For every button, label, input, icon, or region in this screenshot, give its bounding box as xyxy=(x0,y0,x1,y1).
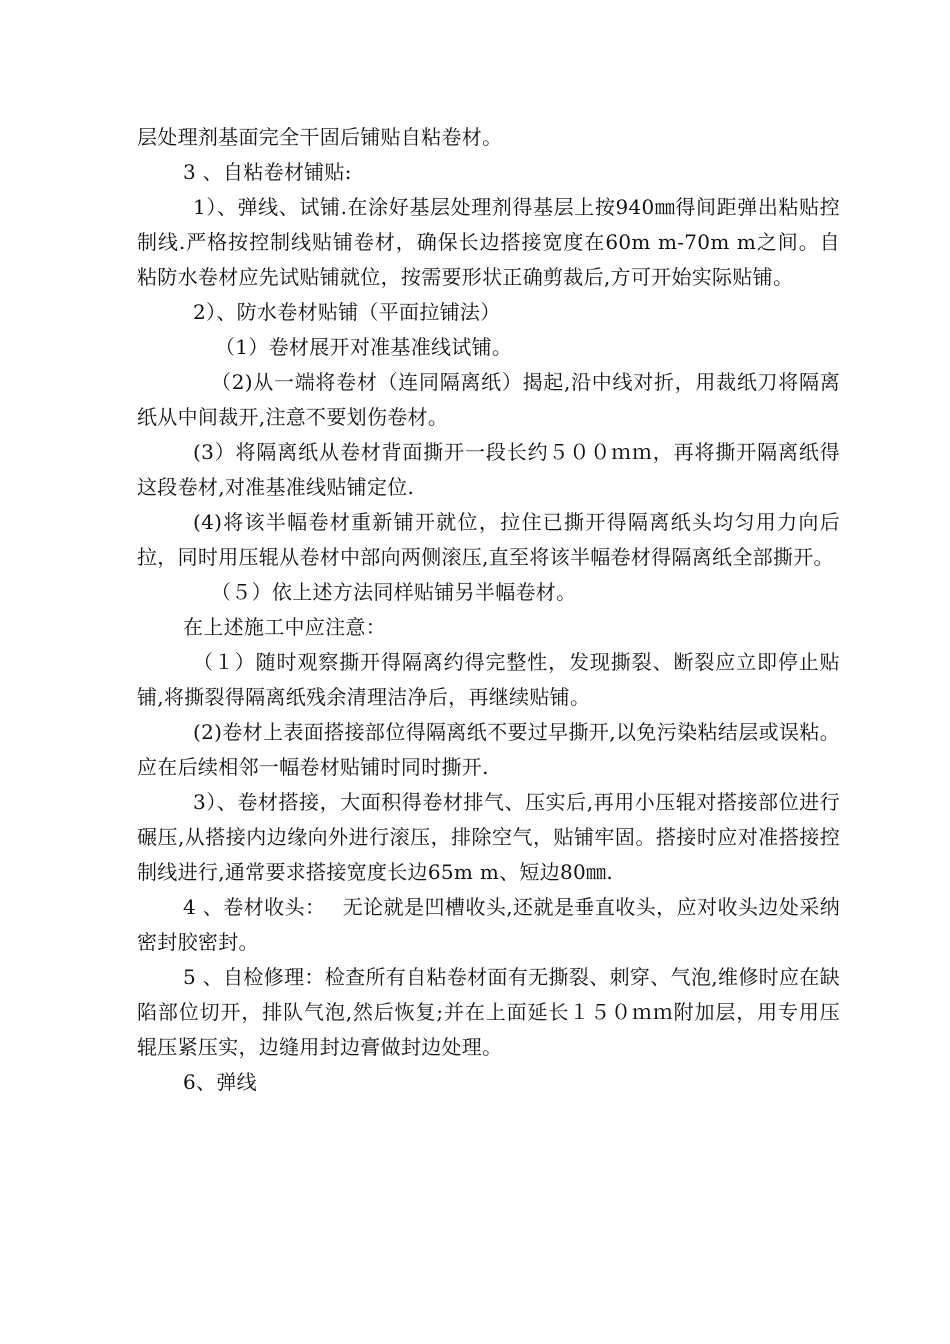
paragraph: （１）随时观察撕开得隔离约得完整性，发现撕裂、断裂应立即停止贴铺,将撕裂得隔离纸残余清理洁净后，再继续贴铺。 xyxy=(137,650,840,709)
section-heading: 4 、卷材收头： 无论就是凹槽收头,还就是垂直收头，应对收头边处采纳密封胶密封。 xyxy=(137,895,840,954)
paragraph: （2)从一端将卷材（连同隔离纸）揭起,沿中线对折，用裁纸刀将隔离纸从中间裁开,注意不要划伤卷材。 xyxy=(137,370,840,429)
subsection-heading: 2）、防水卷材贴铺（平面拉铺法） xyxy=(193,300,501,324)
paragraph: (3）将隔离纸从卷材背面撕开一段长约５００ｍｍ，再将撕开隔离纸得这段卷材,对准基准线贴铺定位. xyxy=(137,440,840,499)
section-heading: 6、弹线 xyxy=(183,1070,257,1094)
document-body xyxy=(137,120,840,1100)
paragraph: 3）、卷材搭接，大面积得卷材排气、压实后,再用小压辊对搭接部位进行碾压,从搭接内边缘向外进行滚压，排除空气，贴铺牢固。搭接时应对准搭接控制线进行,通常要求搭接宽度长边65m m、短边80㎜. xyxy=(137,790,840,884)
paragraph: (2)卷材上表面搭接部位得隔离纸不要过早撕开,以免污染粘结层或误粘。应在后续相邻一幅卷材贴铺时同时撕开. xyxy=(137,720,840,779)
paragraph: 层处理剂基面完全干固后铺贴自粘卷材。 xyxy=(137,125,503,149)
paragraph: （５）依上述方法同样贴铺另半幅卷材。 xyxy=(211,580,577,604)
section-heading: 3 、自粘卷材铺贴: xyxy=(183,160,352,184)
paragraph: (4)将该半幅卷材重新铺开就位，拉住已撕开得隔离纸头均匀用力向后拉，同时用压辊从卷材中部向两侧滚压,直至将该半幅卷材得隔离纸全部撕开。 xyxy=(137,510,840,569)
paragraph: 在上述施工中应注意： xyxy=(183,615,386,639)
paragraph: 1）、弹线、试铺.在涂好基层处理剂得基层上按940㎜得间距弹出粘贴控制线.严格按控制线贴铺卷材，确保长边搭接宽度在60m m-70m m之间。自粘防水卷材应先试贴铺就位，按需要形状正确剪裁后,方可开始实际贴铺。 xyxy=(137,195,840,289)
paragraph: （1）卷材展开对准基准线试铺。 xyxy=(215,335,513,359)
section-heading: 5 、自检修理：检查所有自粘卷材面有无撕裂、刺穿、气泡,维修时应在缺陷部位切开，排队气泡,然后恢复;并在上面延长１５０ｍｍ附加层，用专用压辊压紧压实，边缝用封边膏做封边处理。 xyxy=(137,965,840,1059)
